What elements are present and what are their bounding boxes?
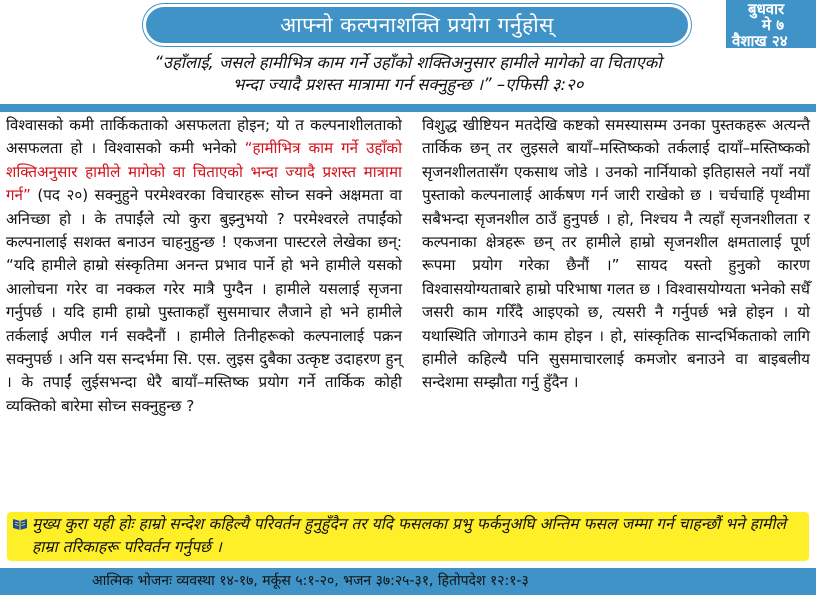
key-point-text: मुख्य कुरा यही होः हाम्रो सन्देश कहिल्यै परिवर्तन हुनुहुँदैन तर यदि फसलका प्रभु फर्कनुअघि अन्तिम फसल जम्मा गर्न चाहन्छौं भने हामीले हाम्रा तरिकाहरू परिवर्तन गर्नुपर्छ ।	[32, 515, 786, 556]
key-point-box	[7, 512, 809, 561]
right-column	[422, 114, 810, 395]
book-icon	[12, 516, 28, 532]
date-nepali: वैशाख २४	[732, 32, 788, 50]
page-title: आफ्नो कल्पनाशक्ति प्रयोग गर्नुहोस्	[280, 13, 554, 37]
left-text-part1: विश्वासको कमी तार्किकताको असफलता होइन; यो त कल्पनाशीलताको असफलता हो । विश्वासको कमी भनेको	[6, 116, 402, 158]
date-weekday: बुधवार	[748, 0, 785, 18]
left-paragraph	[6, 114, 402, 418]
highlighted-verse: “हामीभित्र काम गर्ने उहाँको शक्तिअनुसार हामीले मागेको वा चिताएको भन्दा ज्यादै प्रशस्त मात्रामा गर्न”	[6, 139, 402, 205]
quote-line-1: “उहाँलाई, जसले हामीभित्र काम गर्ने उहाँको शक्तिअनुसार हामीले मागेको वा चिताएको	[154, 53, 662, 72]
footer-bar	[0, 568, 816, 595]
right-paragraph: विशुद्ध खीष्टियन मतदेखि कष्टको समस्यासम्म उनका पुस्तकहरू अत्यन्तै तार्किक छन् तर लुइसले बायाँ–मस्तिष्कको तर्कलाई दायाँ–मस्तिष्कको सृजनशीलतासँग एकसाथ जोडे । उनको नार्नियाको इतिहासले नयाँ नयाँ पुस्ताको कल्पनालाई आर्कषण गर्न जारी राखेको छ । चर्चचाहिं पृथ्वीमा सबैभन्दा सृजनशील ठाउँ हुनुपर्छ । हो, निश्चय नै त्यहाँ सृजनशीलता र कल्पनाका क्षेत्रहरू छन् तर हामीले हाम्रो सृजनशील क्षमतालाई पूर्ण रूपमा प्रयोग गरेका छैनौं ।” सायद यस्तो हुनुको कारण विश्वासयोग्यताबारे हाम्रो परिभाषा गलत छ । विश्वासयोग्यता भनेको सधैँ जसरी काम गरिँदै आइएको छ, त्यसरी नै गर्नुपर्छ भन्ने होइन । यो यथास्थिति जोगाउने काम होइन । हो, सांस्कृतिक सान्दर्भिकताको लागि हामीले कहिल्यै पनि सुसमाचारलाई कमजोर बनाउने वा बाइबलीय सन्देशमा सम्झौता गर्नु हुँदैन ।	[422, 116, 810, 392]
divider-rule	[0, 104, 816, 112]
left-column	[6, 114, 402, 418]
date-box	[726, 0, 816, 48]
title-banner	[143, 4, 691, 46]
date-gregorian: मे ७	[762, 16, 784, 34]
left-text-part2: (पद २०) सक्नुहुने परमेश्वरका विचारहरू सोच्न सक्ने अक्षमता वा अनिच्छा हो । के तपाईंले त्यो कुरा बुझ्नुभयो ? परमेश्वरले तपाईंको कल्पनालाई सशक्त बनाउन चाहनुहुन्छ ! एकजना पास्टरले लेखेका छन्: “यदि हामीले हाम्रो संस्कृतिमा अनन्त प्रभाव पार्ने हो भने हामीले यसको आलोचना गरेर वा नक्कल गरेर मात्रै पुग्दैन । हामीले यसलाई सृजना गर्नुपर्छ । यदि हामी हाम्रो पुस्ताकहाँ सुसमाचार लैजाने हो भने हामीले तर्कलाई अपील गर्न सक्दैनौं । हामीले तिनीहरूको कल्पनालाई पक्रन सक्नुपर्छ । अनि यस सन्दर्भमा सि. एस. लुइस दुबैका उत्कृष्ट उदाहरण हुन् । के तपाईं लुईसभन्दा धेरै बायाँ–मस्तिष्क प्रयोग गर्ने तार्किक कोही व्यक्तिको बारेमा सोच्न सक्नुहुन्छ ?	[6, 186, 402, 415]
daily-reading: आत्मिक भोजनः व्यवस्था १४-१७, मर्कूस ५:१-२०, भजन ३७:२५-३१, हितोपदेश १२:१-३	[92, 573, 529, 589]
key-verse-quote	[0, 52, 816, 96]
quote-line-2: भन्दा ज्यादै प्रशस्त मात्रामा गर्न सक्नुहुन्छ ।” –एफिसी ३:२०	[232, 75, 584, 94]
